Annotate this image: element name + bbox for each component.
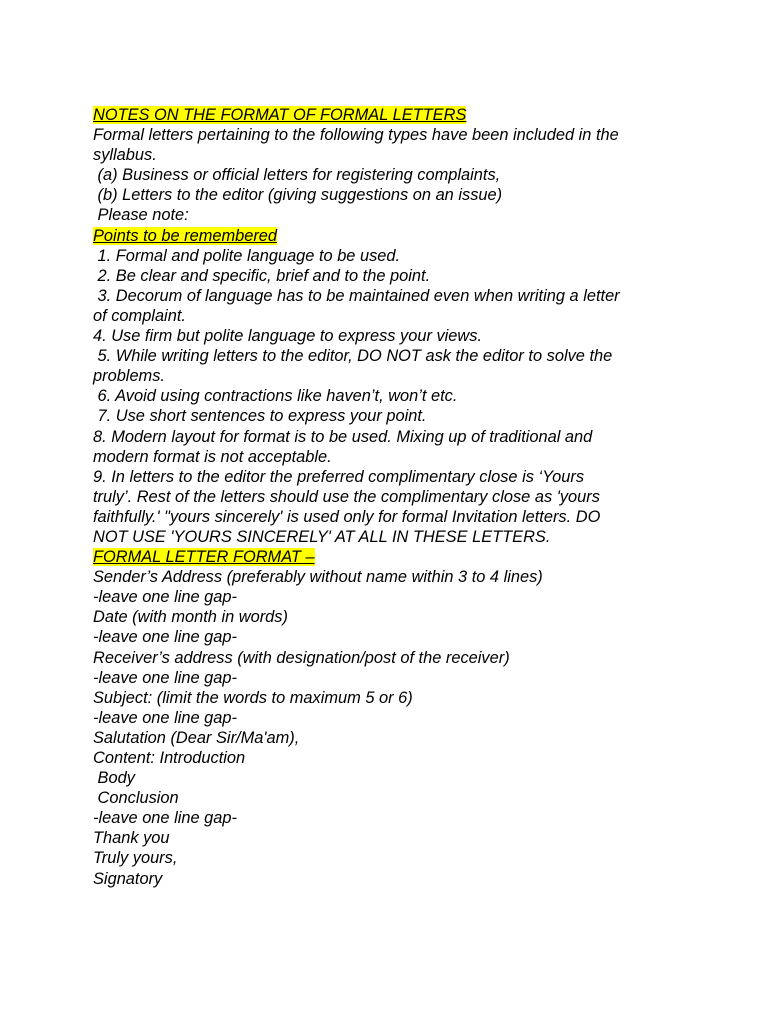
line-text: Please note: bbox=[93, 206, 189, 225]
line-text: -leave one line gap- bbox=[93, 668, 237, 687]
text-line bbox=[93, 447, 693, 467]
text-line bbox=[93, 406, 693, 426]
line-text: 6. Avoid using contractions like haven’t, won’t etc. bbox=[93, 387, 458, 406]
document-page bbox=[93, 105, 693, 889]
line-text: Signatory bbox=[93, 869, 163, 888]
text-line bbox=[93, 668, 693, 688]
line-text: of complaint. bbox=[93, 306, 186, 325]
line-text: 2. Be clear and specific, brief and to the point. bbox=[93, 266, 431, 285]
line-text: -leave one line gap- bbox=[93, 809, 237, 828]
line-text: 1. Formal and polite language to be used. bbox=[93, 246, 401, 265]
line-text: -leave one line gap- bbox=[93, 708, 237, 727]
text-line bbox=[93, 346, 693, 366]
line-text: (a) Business or official letters for registering complaints, bbox=[93, 166, 501, 185]
text-line bbox=[93, 487, 693, 507]
text-line bbox=[93, 648, 693, 668]
line-text: syllabus. bbox=[93, 146, 157, 165]
text-line bbox=[93, 627, 693, 647]
line-text: 5. While writing letters to the editor, DO NOT ask the editor to solve the bbox=[93, 347, 613, 366]
text-line bbox=[93, 768, 693, 788]
line-text: Subject: (limit the words to maximum 5 or 6) bbox=[93, 688, 413, 707]
line-text: 8. Modern layout for format is to be used. Mixing up of traditional and bbox=[93, 427, 593, 446]
line-text: Receiver’s address (with designation/post of the receiver) bbox=[93, 648, 510, 667]
text-line bbox=[93, 165, 693, 185]
line-text: Salutation (Dear Sir/Ma'am), bbox=[93, 728, 300, 747]
text-line bbox=[93, 125, 693, 145]
line-text: Date (with month in words) bbox=[93, 608, 288, 627]
text-line bbox=[93, 185, 693, 205]
text-line bbox=[93, 688, 693, 708]
text-line bbox=[93, 828, 693, 848]
line-text: 3. Decorum of language has to be maintained even when writing a letter bbox=[93, 286, 620, 305]
text-line bbox=[93, 266, 693, 286]
line-text: Conclusion bbox=[93, 789, 179, 808]
text-line bbox=[93, 326, 693, 346]
text-line bbox=[93, 386, 693, 406]
line-text: Body bbox=[93, 769, 135, 788]
line-text: Truly yours, bbox=[93, 849, 178, 868]
text-line bbox=[93, 748, 693, 768]
line-text: 7. Use short sentences to express your point. bbox=[93, 407, 427, 426]
line-text: problems. bbox=[93, 367, 165, 386]
text-line bbox=[93, 467, 693, 487]
text-line bbox=[93, 507, 693, 527]
line-text: -leave one line gap- bbox=[93, 588, 237, 607]
line-text: Content: Introduction bbox=[93, 749, 246, 767]
text-line bbox=[93, 728, 693, 748]
line-text: faithfully.' "yours sincerely' is used only for formal Invitation letters. DO bbox=[93, 507, 601, 526]
text-line bbox=[93, 205, 693, 225]
text-line bbox=[93, 869, 693, 889]
line-text: modern format is not acceptable. bbox=[93, 447, 332, 466]
line-text: NOT USE 'YOURS SINCERELY' AT ALL IN THESE LETTERS. bbox=[93, 527, 551, 546]
text-line bbox=[93, 286, 693, 306]
text-line bbox=[93, 607, 693, 627]
text-line bbox=[93, 567, 693, 587]
text-line bbox=[93, 848, 693, 868]
line-text: 4. Use firm but polite language to express your views. bbox=[93, 327, 483, 346]
text-line bbox=[93, 708, 693, 728]
line-text: -leave one line gap- bbox=[93, 628, 237, 647]
line-text: Thank you bbox=[93, 829, 170, 848]
highlighted-heading-text: NOTES ON THE FORMAT OF FORMAL LETTERS bbox=[93, 106, 467, 124]
text-line bbox=[93, 366, 693, 386]
highlighted-heading-text: FORMAL LETTER FORMAT – bbox=[93, 548, 315, 567]
line-text: (b) Letters to the editor (giving suggestions on an issue) bbox=[93, 186, 503, 205]
section-heading bbox=[93, 105, 693, 125]
text-line bbox=[93, 587, 693, 607]
line-text: 9. In letters to the editor the preferred complimentary close is ‘Yours bbox=[93, 467, 585, 486]
text-line bbox=[93, 427, 693, 447]
section-heading bbox=[93, 226, 693, 246]
text-line bbox=[93, 145, 693, 165]
text-line bbox=[93, 246, 693, 266]
text-line bbox=[93, 808, 693, 828]
text-line bbox=[93, 788, 693, 808]
text-line bbox=[93, 306, 693, 326]
line-text: Sender’s Address (preferably without name within 3 to 4 lines) bbox=[93, 568, 543, 587]
text-line bbox=[93, 527, 693, 547]
line-text: Formal letters pertaining to the following types have been included in the bbox=[93, 126, 619, 145]
line-text: truly’. Rest of the letters should use the complimentary close as 'yours bbox=[93, 487, 600, 506]
section-heading bbox=[93, 547, 693, 567]
highlighted-heading-text: Points to be remembered bbox=[93, 226, 278, 245]
